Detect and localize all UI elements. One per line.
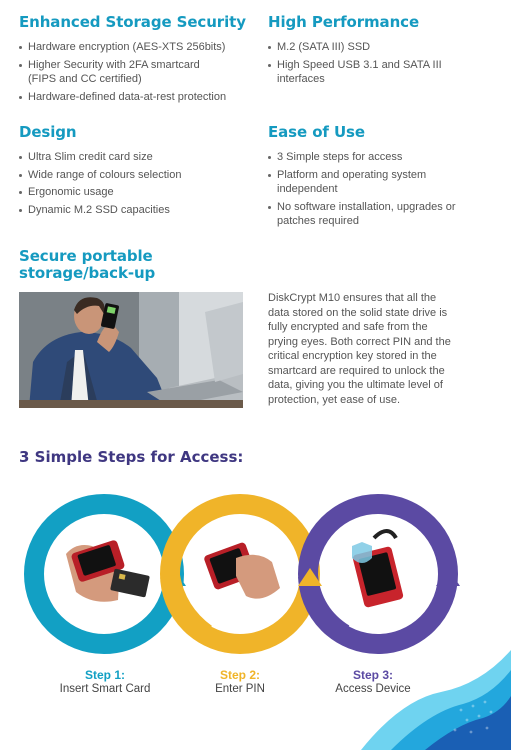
step1-label [45, 668, 165, 695]
list-item: High Speed USB 3.1 and SATA III interfaces [268, 58, 458, 87]
insert-card-illustration [66, 539, 150, 601]
businessman-illustration [19, 292, 243, 408]
portable-heading-line2: storage/back-up [19, 264, 156, 282]
storage-security-heading: Enhanced Storage Security [19, 13, 246, 31]
list-item: 3 Simple steps for access [268, 150, 463, 165]
list-item: Higher Security with 2FA smartcard (FIPS and CC certified) [19, 58, 254, 87]
portable-storage-heading [19, 248, 155, 282]
list-item: Ergonomic usage [19, 185, 254, 200]
design-list [19, 150, 254, 220]
performance-heading: High Performance [268, 13, 420, 31]
ease-of-use-list [268, 150, 463, 232]
list-item: M.2 (SATA III) SSD [268, 40, 458, 55]
list-item: Ultra Slim credit card size [19, 150, 254, 165]
steps-heading: 3 Simple Steps for Access: [19, 448, 244, 466]
decorative-wave [341, 640, 511, 750]
design-heading: Design [19, 123, 77, 141]
storage-security-list [19, 40, 254, 107]
step3-text: Access Device [335, 683, 411, 695]
portable-heading-line1: Secure portable [19, 247, 153, 265]
access-device-illustration [352, 531, 404, 608]
list-item: Hardware-defined data-at-rest protection [19, 90, 254, 105]
ease-of-use-heading: Ease of Use [268, 123, 365, 141]
list-item: Platform and operating system independent [268, 168, 463, 197]
step2-text: Enter PIN [215, 683, 265, 695]
step2-number: Step 2: [219, 668, 260, 682]
step1-number: Step 1: [84, 668, 125, 682]
portable-description: DiskCrypt M10 ensures that all the data stored on the solid state drive is fully encrypted and safe from the prying eyes. Both correct PIN and the critical encryption key stored in the smartcard are required to unlock the data, giving you the ultimate level of protection, yet ease of use. [268, 292, 451, 406]
list-item: Dynamic M.2 SSD capacities [19, 203, 254, 218]
performance-list [268, 40, 458, 90]
businessman-photo [19, 292, 243, 408]
step1-text: Insert Smart Card [59, 683, 151, 695]
list-item: Hardware encryption (AES-XTS 256bits) [19, 40, 254, 55]
enter-pin-illustration [203, 542, 280, 599]
step3-number: Step 3: [352, 668, 393, 682]
list-item: Wide range of colours selection [19, 168, 254, 183]
list-item: No software installation, upgrades or patches required [268, 200, 463, 229]
step2-label [180, 668, 300, 695]
